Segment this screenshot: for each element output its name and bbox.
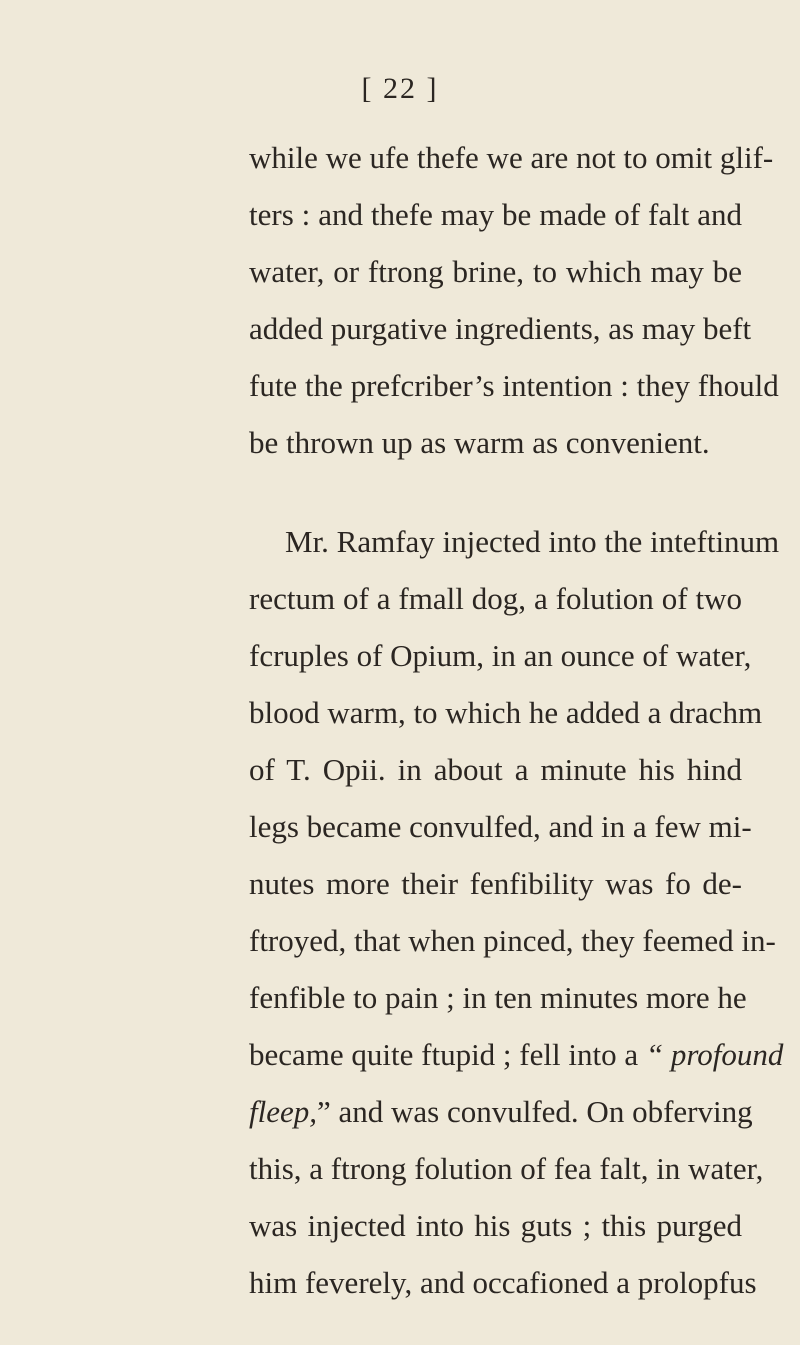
text-line: this, a ftrong folution of fea falt, in water, bbox=[249, 1151, 764, 1186]
text-line: be thrown up as warm as convenient. bbox=[249, 425, 710, 460]
text-run: ” and was convulfed. On obferving bbox=[317, 1094, 753, 1129]
text-line: him feverely, and occafioned a prolopfus bbox=[249, 1265, 757, 1300]
text-line bbox=[249, 1035, 784, 1075]
text-line: ftroyed, that when pinced, they feemed in- bbox=[249, 923, 776, 958]
text-line: rectum of a fmall dog, a folution of two bbox=[249, 581, 742, 616]
text-line: fute the prefcriber’s intention : they fhould bbox=[249, 368, 779, 403]
text-line: fenfible to pain ; in ten minutes more he bbox=[249, 980, 747, 1015]
text-line: nutes more their fenfibility was fo de- bbox=[249, 866, 742, 901]
italic-text: fleep, bbox=[249, 1094, 317, 1129]
text-line: fcruples of Opium, in an ounce of water, bbox=[249, 638, 752, 673]
text-line: water, or ftrong brine, to which may be bbox=[249, 254, 742, 289]
text-line bbox=[249, 1092, 753, 1132]
text-line: ters : and thefe may be made of falt and bbox=[249, 197, 742, 232]
text-line: blood warm, to which he added a drachm bbox=[249, 695, 763, 730]
text-line: was injected into his guts ; this purged bbox=[249, 1208, 742, 1243]
text-line: added purgative ingredients, as may beft bbox=[249, 311, 752, 346]
text-line: legs became convulfed, and in a few mi- bbox=[249, 809, 752, 844]
text-line: Mr. Ramfay injected into the inteftinum bbox=[285, 524, 780, 559]
text-line: while we ufe thefe we are not to omit glif- bbox=[249, 140, 774, 175]
text-line: of T. Opii. in about a minute his hind bbox=[249, 752, 742, 787]
page-number: [ 22 ] bbox=[361, 72, 439, 105]
text-run: became quite ftupid ; fell into a bbox=[249, 1037, 646, 1072]
italic-text: “ profound bbox=[645, 1037, 784, 1072]
